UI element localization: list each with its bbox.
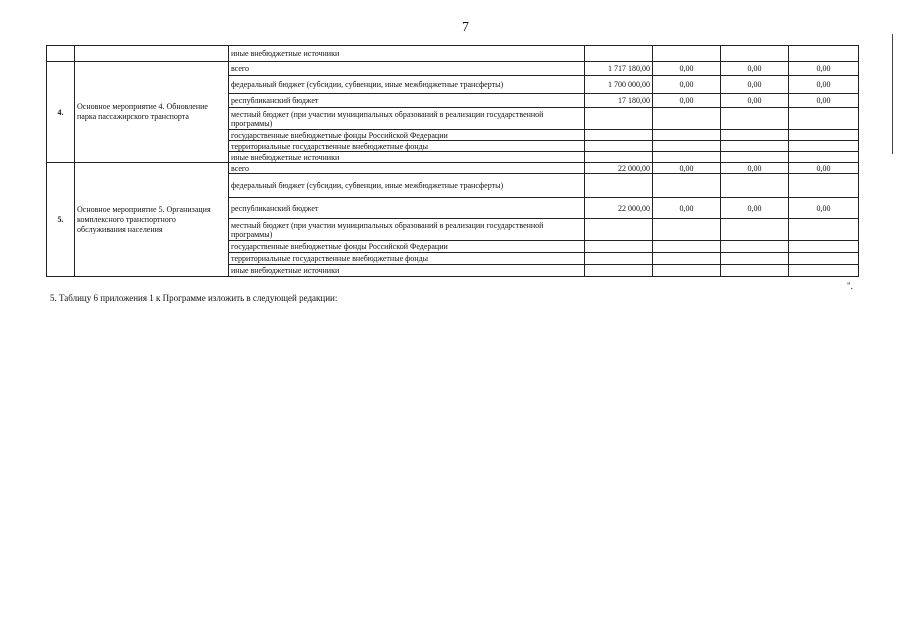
- value-cell: [789, 108, 859, 130]
- measure-number: 5.: [47, 163, 75, 277]
- value-cell: 0,00: [789, 94, 859, 108]
- value-cell: [721, 141, 789, 152]
- value-cell: [721, 108, 789, 130]
- value-cell: 0,00: [653, 62, 721, 76]
- table-row: [47, 46, 859, 62]
- value-cell: [789, 130, 859, 141]
- value-cell: [789, 174, 859, 198]
- value-cell: [721, 152, 789, 163]
- value-cell: [789, 265, 859, 277]
- value-cell: [789, 141, 859, 152]
- name-cell: [75, 46, 229, 62]
- value-cell: 0,00: [789, 163, 859, 174]
- value-cell: [653, 108, 721, 130]
- value-cell: 22 000,00: [585, 163, 653, 174]
- value-cell: [721, 130, 789, 141]
- value-cell: 17 180,00: [585, 94, 653, 108]
- value-cell: [721, 241, 789, 253]
- value-cell: 0,00: [789, 198, 859, 219]
- budget-table: [46, 45, 859, 277]
- value-cell: [585, 152, 653, 163]
- value-cell: [585, 241, 653, 253]
- value-cell: 0,00: [653, 76, 721, 94]
- margin-line: [892, 34, 893, 154]
- value-cell: 0,00: [721, 76, 789, 94]
- source-cell: местный бюджет (при участии муниципальных образований в реализации государственной программы): [229, 108, 585, 130]
- value-cell: 0,00: [789, 76, 859, 94]
- page-number: 7: [462, 20, 469, 35]
- closing-quote: ".: [847, 281, 853, 291]
- amendment-paragraph: 5. Таблицу 6 приложения 1 к Программе изложить в следующей редакции:: [50, 293, 338, 303]
- value-cell: [585, 130, 653, 141]
- value-cell: [653, 141, 721, 152]
- source-cell: иные внебюджетные источники: [229, 46, 585, 62]
- value-cell: [653, 174, 721, 198]
- value-cell: [585, 174, 653, 198]
- source-cell: всего: [229, 62, 585, 76]
- value-cell: [653, 265, 721, 277]
- value-cell: 22 000,00: [585, 198, 653, 219]
- value-cell: 0,00: [653, 198, 721, 219]
- value-cell: [789, 152, 859, 163]
- source-cell: всего: [229, 163, 585, 174]
- value-cell: [585, 253, 653, 265]
- value-cell: [585, 141, 653, 152]
- value-cell: 0,00: [789, 62, 859, 76]
- value-cell: 0,00: [721, 94, 789, 108]
- value-cell: 1 717 180,00: [585, 62, 653, 76]
- value-cell: [653, 152, 721, 163]
- source-cell: местный бюджет (при участии муниципальных образований в реализации государственной программы): [229, 219, 585, 241]
- source-cell: территориальные государственные внебюджетные фонды: [229, 253, 585, 265]
- value-cell: [789, 253, 859, 265]
- value-cell: 0,00: [721, 198, 789, 219]
- measure-name: Основное мероприятие 5. Организация комплексного транспортного обслуживания населения: [75, 163, 229, 277]
- value-cell: 1 700 000,00: [585, 76, 653, 94]
- number-cell: [47, 46, 75, 62]
- value-cell: [585, 108, 653, 130]
- value-cell: [585, 46, 653, 62]
- value-cell: 0,00: [653, 94, 721, 108]
- value-cell: [789, 219, 859, 241]
- value-cell: [585, 265, 653, 277]
- value-cell: [721, 265, 789, 277]
- value-cell: [653, 219, 721, 241]
- source-cell: республиканский бюджет: [229, 198, 585, 219]
- value-cell: [789, 46, 859, 62]
- source-cell: иные внебюджетные источники: [229, 152, 585, 163]
- value-cell: [653, 253, 721, 265]
- source-cell: государственные внебюджетные фонды Российской Федерации: [229, 241, 585, 253]
- value-cell: [585, 219, 653, 241]
- measure-number: 4.: [47, 62, 75, 163]
- value-cell: [653, 241, 721, 253]
- value-cell: 0,00: [653, 163, 721, 174]
- source-cell: территориальные государственные внебюджетные фонды: [229, 141, 585, 152]
- source-cell: государственные внебюджетные фонды Российской Федерации: [229, 130, 585, 141]
- source-cell: иные внебюджетные источники: [229, 265, 585, 277]
- table-row: [47, 62, 859, 76]
- table-row: [47, 163, 859, 174]
- source-cell: федеральный бюджет (субсидии, субвенции, иные межбюджетные трансферты): [229, 174, 585, 198]
- value-cell: [721, 219, 789, 241]
- value-cell: [721, 46, 789, 62]
- measure-name: Основное мероприятие 4. Обновление парка пассажирского транспорта: [75, 62, 229, 163]
- value-cell: [721, 253, 789, 265]
- value-cell: 0,00: [721, 62, 789, 76]
- source-cell: федеральный бюджет (субсидии, субвенции, иные межбюджетные трансферты): [229, 76, 585, 94]
- value-cell: [789, 241, 859, 253]
- value-cell: [653, 46, 721, 62]
- value-cell: [721, 174, 789, 198]
- value-cell: 0,00: [721, 163, 789, 174]
- source-cell: республиканский бюджет: [229, 94, 585, 108]
- value-cell: [653, 130, 721, 141]
